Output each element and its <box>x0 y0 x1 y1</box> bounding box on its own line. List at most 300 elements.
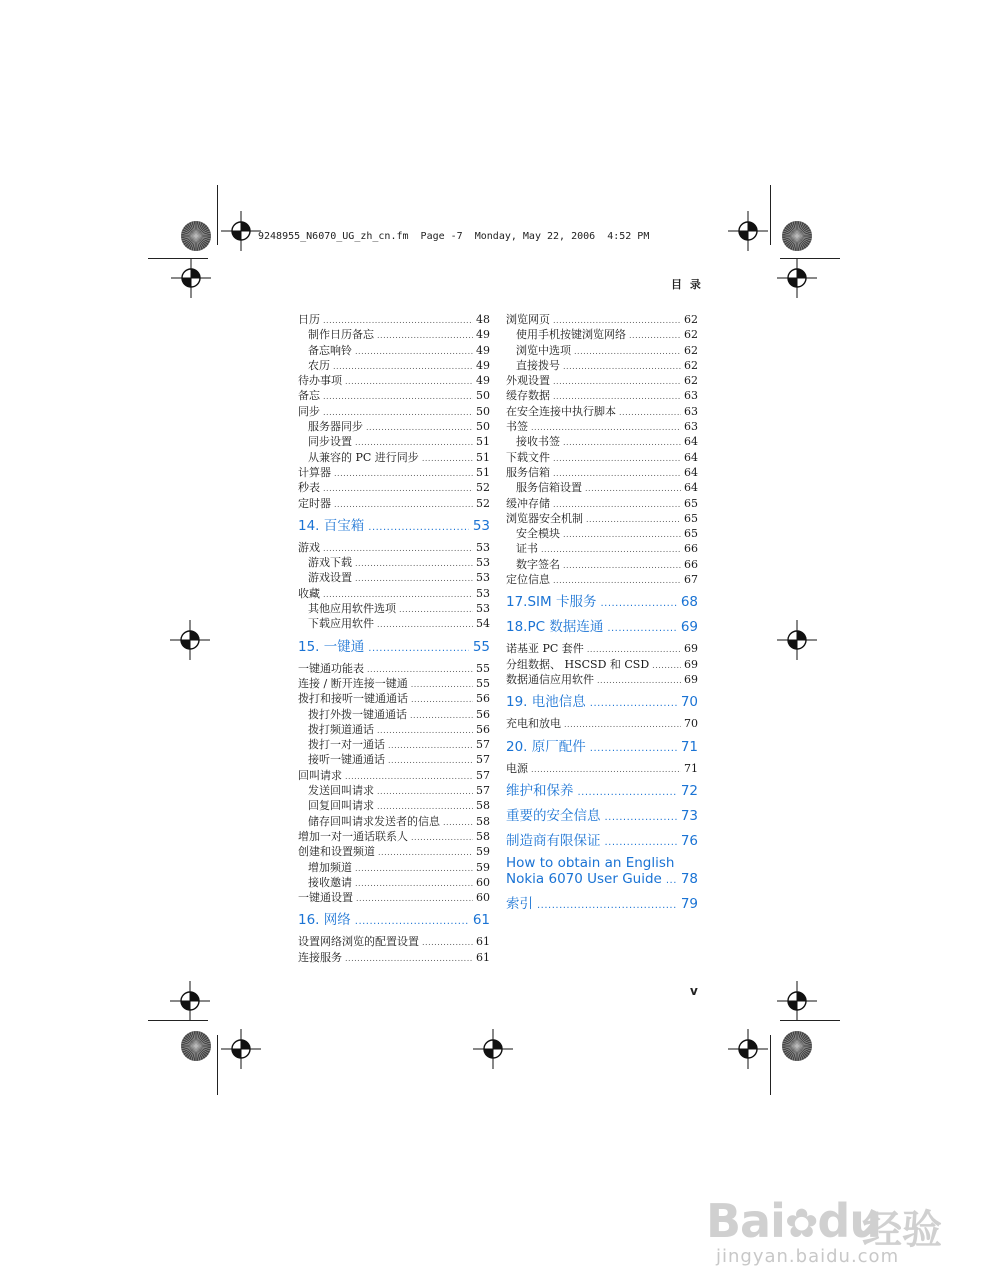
watermark-cn: 经验 <box>862 1207 942 1253</box>
dot-leader <box>356 891 473 906</box>
toc-entry-page: 64 <box>684 450 698 464</box>
toc-chapter-page: 79 <box>680 895 698 912</box>
toc-chapter <box>506 694 698 712</box>
crosshair-icon <box>221 1029 261 1069</box>
toc-entry-page: 63 <box>684 404 698 418</box>
toc-entry-title: 设置网络浏览的配置设置 <box>298 935 419 949</box>
dot-leader <box>323 389 473 404</box>
crosshair-icon <box>777 981 817 1021</box>
toc-chapter <box>506 783 698 801</box>
toc-entry-page: 56 <box>476 692 490 706</box>
toc-entry-title: 服务信箱 <box>506 465 550 479</box>
toc-entry-page: 49 <box>476 343 490 357</box>
toc-entry-title: 下载文件 <box>506 450 550 464</box>
dot-leader <box>323 405 473 420</box>
toc-entry-page: 63 <box>684 420 698 434</box>
toc-entry-page: 53 <box>476 556 490 570</box>
toc-entry-title: 同步设置 <box>308 435 352 449</box>
toc-entry <box>298 676 490 691</box>
dot-leader <box>399 602 473 617</box>
toc-entry-title: 浏览器安全机制 <box>506 511 583 525</box>
crop-line <box>148 258 208 259</box>
section-label: 目 录 <box>671 278 703 291</box>
watermark-brand: Bai✿du <box>706 1194 882 1248</box>
toc-entry <box>298 798 490 813</box>
toc-entry-title: 游戏 <box>298 540 320 554</box>
dot-leader <box>422 935 473 950</box>
toc-entry-page: 66 <box>684 542 698 556</box>
toc-entry-page: 69 <box>684 672 698 686</box>
toc-entry-title: 浏览中选项 <box>516 343 571 357</box>
toc-entry <box>298 312 490 327</box>
dot-leader <box>553 573 681 588</box>
toc-entry <box>506 641 698 656</box>
crop-line <box>780 1020 840 1021</box>
toc-entry <box>298 465 490 480</box>
toc-entry-title: 增加一对一通话联系人 <box>298 829 408 843</box>
toc-entry-page: 62 <box>684 343 698 357</box>
toc-entry-title: 储存回叫请求发送者的信息 <box>308 814 440 828</box>
dot-leader <box>563 359 681 374</box>
toc-entry <box>298 540 490 555</box>
dot-leader <box>377 799 473 814</box>
dot-leader <box>586 512 681 527</box>
toc-entry <box>506 572 698 587</box>
dot-leader <box>334 466 473 481</box>
toc-entry-page: 57 <box>476 784 490 798</box>
toc-entry-page: 49 <box>476 358 490 372</box>
crosshair-icon <box>221 211 261 251</box>
toc-entry <box>298 768 490 783</box>
toc-entry <box>506 511 698 526</box>
toc-entry-title: 下载应用软件 <box>308 617 374 631</box>
toc-entry <box>506 434 698 449</box>
toc-entry-page: 62 <box>684 328 698 342</box>
dot-leader <box>590 696 677 712</box>
dot-leader <box>574 344 681 359</box>
toc-entry-title: 拨打外拨一键通通话 <box>308 707 407 721</box>
dot-leader <box>563 558 681 573</box>
toc-entry <box>506 761 698 776</box>
toc-entry <box>298 860 490 875</box>
dot-leader <box>553 374 681 389</box>
toc-entry-title: 在安全连接中执行脚本 <box>506 404 616 418</box>
toc-entry-title: 从兼容的 PC 进行同步 <box>308 450 419 464</box>
starburst-icon <box>179 1029 213 1063</box>
toc-entry <box>298 404 490 419</box>
file-info-header: 9248955_N6070_UG_zh_cn.fm Page -7 Monday, May 22, 2006 4:52 PM <box>258 231 650 242</box>
toc-chapter-title: 19. 电池信息 <box>506 694 586 711</box>
toc-entry <box>506 404 698 419</box>
dot-leader <box>600 596 676 612</box>
toc-chapter-page: 69 <box>680 619 698 636</box>
toc-entry <box>298 737 490 752</box>
starburst-icon <box>780 219 814 253</box>
toc-entry-page: 64 <box>684 435 698 449</box>
toc-entry <box>298 722 490 737</box>
toc-entry-title: 书签 <box>506 420 528 434</box>
toc-entry-page: 55 <box>476 661 490 675</box>
toc-entry-page: 53 <box>476 602 490 616</box>
toc-entry-title: 农历 <box>308 358 330 372</box>
toc-entry-title: 备忘响铃 <box>308 343 352 357</box>
toc-chapter-page: 61 <box>472 912 490 929</box>
toc-entry-title: 证书 <box>516 542 538 556</box>
dot-leader <box>531 420 681 435</box>
toc-entry-title: 计算器 <box>298 465 331 479</box>
toc-entry-title: 收藏 <box>298 586 320 600</box>
crosshair-icon <box>777 620 817 660</box>
toc-chapter-title: 制造商有限保证 <box>506 832 601 849</box>
toc-chapter <box>506 594 698 612</box>
toc-entry-title: 增加频道 <box>308 860 352 874</box>
toc-entry-page: 69 <box>684 642 698 656</box>
toc-entry-title: 回复回叫请求 <box>308 799 374 813</box>
dot-leader <box>652 658 681 673</box>
dot-leader <box>553 389 681 404</box>
toc-entry-page: 58 <box>476 829 490 843</box>
toc-entry-page: 65 <box>684 511 698 525</box>
dot-leader <box>605 835 677 851</box>
toc-entry <box>506 312 698 327</box>
toc-chapter-page: 71 <box>680 738 698 755</box>
dot-leader <box>531 762 681 777</box>
toc-entry <box>506 672 698 687</box>
toc-entry-title: 一键通设置 <box>298 891 353 905</box>
toc-chapter-title-line1: How to obtain an English <box>506 854 675 871</box>
toc-entry-page: 61 <box>476 935 490 949</box>
toc-entry-title: 备忘 <box>298 389 320 403</box>
toc-entry-title: 缓存数据 <box>506 389 550 403</box>
crosshair-icon <box>728 211 768 251</box>
toc-entry-page: 69 <box>684 657 698 671</box>
toc-entry-title: 数字签名 <box>516 557 560 571</box>
dot-leader <box>334 497 473 512</box>
toc-entry-title: 接听一键通通话 <box>308 753 385 767</box>
toc-entry-title: 定位信息 <box>506 573 550 587</box>
toc-entry-page: 53 <box>476 571 490 585</box>
toc-entry-page: 49 <box>476 328 490 342</box>
dot-leader <box>411 830 473 845</box>
dot-leader <box>378 845 473 860</box>
toc-chapter-title: 重要的安全信息 <box>506 807 601 824</box>
toc-entry-page: 52 <box>476 481 490 495</box>
toc-entry-title: 安全模块 <box>516 527 560 541</box>
toc-entry-title: 一键通功能表 <box>298 661 364 675</box>
toc-entry-title: 游戏设置 <box>308 571 352 585</box>
toc-entry <box>506 526 698 541</box>
dot-leader <box>323 541 473 556</box>
toc-entry-title: 分组数据、 HSCSD 和 CSD <box>506 657 650 671</box>
toc-entry-page: 54 <box>476 617 490 631</box>
toc-entry-page: 61 <box>476 950 490 964</box>
toc-entry <box>298 450 490 465</box>
toc-entry-title: 创建和设置频道 <box>298 845 375 859</box>
dot-leader <box>377 784 473 799</box>
toc-entry-page: 55 <box>476 676 490 690</box>
toc-chapter <box>298 639 490 657</box>
toc-entry-page: 50 <box>476 420 490 434</box>
dot-leader <box>553 497 681 512</box>
toc-entry-page: 62 <box>684 313 698 326</box>
toc-entry <box>506 419 698 434</box>
toc-chapter-title: 17.SIM 卡服务 <box>506 594 597 611</box>
toc-entry <box>298 496 490 511</box>
dot-leader <box>605 810 677 826</box>
toc-entry <box>298 844 490 859</box>
dot-leader <box>443 815 473 830</box>
toc-entry-title: 拨打频道通话 <box>308 722 374 736</box>
toc-entry-page: 60 <box>476 891 490 905</box>
toc-chapter-title: 15. 一键通 <box>298 638 365 655</box>
dot-leader <box>410 708 473 723</box>
toc-chapter-page: 70 <box>680 694 698 711</box>
toc-entry <box>298 586 490 601</box>
toc-chapter-page: 73 <box>680 807 698 824</box>
dot-leader <box>323 587 473 602</box>
dot-leader <box>587 642 681 657</box>
toc-chapter-row2 <box>506 871 698 889</box>
toc-entry <box>506 343 698 358</box>
toc-entry <box>298 661 490 676</box>
toc-entry-page: 56 <box>476 707 490 721</box>
toc-entry <box>506 373 698 388</box>
dot-leader <box>368 641 469 657</box>
toc-entry <box>298 419 490 434</box>
toc-chapter <box>506 739 698 757</box>
crop-line <box>217 1035 218 1095</box>
toc-entry-title: 浏览网页 <box>506 313 550 326</box>
toc-entry <box>298 388 490 403</box>
toc-entry <box>506 496 698 511</box>
dot-leader <box>377 617 473 632</box>
toc-left-column <box>298 312 490 965</box>
crosshair-icon <box>728 1029 768 1069</box>
dot-leader <box>345 769 473 784</box>
toc-chapter-page: 53 <box>472 517 490 534</box>
crop-line <box>770 1035 771 1095</box>
dot-leader <box>607 621 676 637</box>
toc-entry <box>298 890 490 905</box>
toc-chapter-title: 16. 网络 <box>298 912 351 929</box>
toc-entry <box>298 950 490 965</box>
dot-leader <box>355 876 473 891</box>
toc-chapter-page: 68 <box>680 594 698 611</box>
toc-entry <box>506 657 698 672</box>
toc-entry-title: 其他应用软件选项 <box>308 602 396 616</box>
toc-entry-page: 49 <box>476 374 490 388</box>
dot-leader <box>333 359 473 374</box>
dot-leader <box>345 374 473 389</box>
toc-entry-page: 48 <box>476 313 490 326</box>
toc-entry-title: 同步 <box>298 404 320 418</box>
toc-entry <box>298 752 490 767</box>
toc-chapter <box>506 619 698 637</box>
toc-chapter-title: 18.PC 数据连通 <box>506 619 604 636</box>
toc-entry-page: 51 <box>476 435 490 449</box>
toc-entry-title: 发送回叫请求 <box>308 784 374 798</box>
toc-chapter-page: 72 <box>680 782 698 799</box>
toc-chapter-page: 55 <box>472 638 490 655</box>
starburst-icon <box>780 1029 814 1063</box>
toc-entry-title: 回叫请求 <box>298 768 342 782</box>
toc-entry <box>298 934 490 949</box>
toc-entry-title: 游戏下载 <box>308 556 352 570</box>
dot-leader <box>537 898 677 914</box>
dot-leader <box>377 328 473 343</box>
dot-leader <box>411 677 473 692</box>
toc-chapter-title: 维护和保养 <box>506 782 574 799</box>
dot-leader <box>355 556 473 571</box>
dot-leader <box>388 738 473 753</box>
toc-entry-page: 57 <box>476 753 490 767</box>
dot-leader <box>666 873 677 889</box>
toc-entry-title: 使用手机按键浏览网络 <box>516 328 626 342</box>
dot-leader <box>590 741 677 757</box>
toc-entry-title: 连接 / 断开连接一键通 <box>298 676 408 690</box>
crop-line <box>770 185 771 245</box>
toc-entry <box>298 327 490 342</box>
dot-leader <box>619 405 681 420</box>
toc-entry-page: 57 <box>476 768 490 782</box>
toc-entry <box>506 388 698 403</box>
dot-leader <box>553 451 681 466</box>
toc-entry <box>298 814 490 829</box>
crop-line <box>217 185 218 245</box>
toc-entry-title: 直接拨号 <box>516 358 560 372</box>
crosshair-icon <box>170 981 210 1021</box>
toc-entry <box>298 343 490 358</box>
page-number: v <box>690 984 698 998</box>
dot-leader <box>323 313 473 328</box>
dot-leader <box>323 481 473 496</box>
toc-chapter-title: 索引 <box>506 895 533 912</box>
toc-entry-title: 外观设置 <box>506 374 550 388</box>
toc-entry-page: 57 <box>476 738 490 752</box>
starburst-icon <box>179 219 213 253</box>
toc-entry-page: 67 <box>684 573 698 587</box>
toc-chapter <box>506 855 698 889</box>
dot-leader <box>366 420 473 435</box>
toc-chapter <box>506 833 698 851</box>
dot-leader <box>355 861 473 876</box>
toc-entry-title: 电源 <box>506 761 528 775</box>
dot-leader <box>585 481 681 496</box>
toc-entry-title: 制作日历备忘 <box>308 328 374 342</box>
toc-entry <box>298 601 490 616</box>
dot-leader <box>368 520 469 536</box>
toc-entry-page: 51 <box>476 450 490 464</box>
toc-entry-page: 62 <box>684 374 698 388</box>
toc-chapter <box>298 912 490 930</box>
toc-entry-title: 秒表 <box>298 481 320 495</box>
toc-entry <box>298 358 490 373</box>
toc-entry <box>506 480 698 495</box>
toc-entry <box>298 691 490 706</box>
toc-right-column <box>506 312 698 918</box>
toc-entry-title: 接收书签 <box>516 435 560 449</box>
toc-chapter-title: 14. 百宝箱 <box>298 517 365 534</box>
toc-entry-title: 服务信箱设置 <box>516 481 582 495</box>
dot-leader <box>422 451 473 466</box>
toc-entry <box>298 783 490 798</box>
toc-entry-title: 待办事项 <box>298 374 342 388</box>
toc-entry-page: 50 <box>476 404 490 418</box>
toc-entry <box>298 480 490 495</box>
toc-entry <box>506 465 698 480</box>
dot-leader <box>564 717 681 732</box>
crosshair-icon <box>170 620 210 660</box>
dot-leader <box>578 785 677 801</box>
toc-entry-title: 日历 <box>298 313 320 326</box>
toc-entry <box>506 358 698 373</box>
toc-entry-page: 63 <box>684 389 698 403</box>
toc-chapter-title-line2: Nokia 6070 User Guide <box>506 870 662 887</box>
toc-entry <box>506 450 698 465</box>
dot-leader <box>597 673 681 688</box>
toc-chapter <box>298 518 490 536</box>
toc-entry-page: 50 <box>476 389 490 403</box>
toc-entry <box>506 716 698 731</box>
toc-chapter-page: 76 <box>680 832 698 849</box>
toc-entry <box>298 373 490 388</box>
toc-entry-page: 53 <box>476 540 490 554</box>
toc-entry-title: 服务器同步 <box>308 420 363 434</box>
toc-entry-page: 56 <box>476 722 490 736</box>
crosshair-icon <box>473 1029 513 1069</box>
toc-entry-title: 连接服务 <box>298 950 342 964</box>
paw-icon: ✿ <box>784 1201 818 1247</box>
dot-leader <box>355 571 473 586</box>
dot-leader <box>411 692 473 707</box>
toc-entry-page: 70 <box>684 717 698 731</box>
toc-entry-page: 65 <box>684 527 698 541</box>
toc-entry <box>298 829 490 844</box>
toc-entry <box>506 541 698 556</box>
dot-leader <box>355 435 473 450</box>
dot-leader <box>563 527 681 542</box>
toc-chapter <box>506 808 698 826</box>
toc-chapter-page: 78 <box>680 870 698 887</box>
toc-entry-page: 51 <box>476 465 490 479</box>
dot-leader <box>541 542 681 557</box>
dot-leader <box>629 328 681 343</box>
crosshair-icon <box>171 258 211 298</box>
toc-entry-page: 60 <box>476 875 490 889</box>
toc-entry-page: 66 <box>684 557 698 571</box>
toc-entry-title: 接收邀请 <box>308 875 352 889</box>
toc-entry-title: 拨打和接听一键通通话 <box>298 692 408 706</box>
toc-entry <box>298 875 490 890</box>
dot-leader <box>355 914 469 930</box>
toc-entry-page: 59 <box>476 860 490 874</box>
toc-entry-title: 充电和放电 <box>506 717 561 731</box>
toc-entry <box>506 557 698 572</box>
toc-entry <box>298 570 490 585</box>
toc-entry-page: 53 <box>476 586 490 600</box>
toc-entry-title: 数据通信应用软件 <box>506 672 594 686</box>
dot-leader <box>367 662 473 677</box>
toc-entry <box>298 434 490 449</box>
crosshair-icon <box>777 258 817 298</box>
toc-entry-page: 65 <box>684 496 698 510</box>
dot-leader <box>355 344 473 359</box>
toc-entry-page: 64 <box>684 481 698 495</box>
toc-entry-page: 64 <box>684 465 698 479</box>
crop-line <box>148 1020 208 1021</box>
toc-entry-title: 诺基亚 PC 套件 <box>506 642 584 656</box>
toc-entry <box>506 327 698 342</box>
